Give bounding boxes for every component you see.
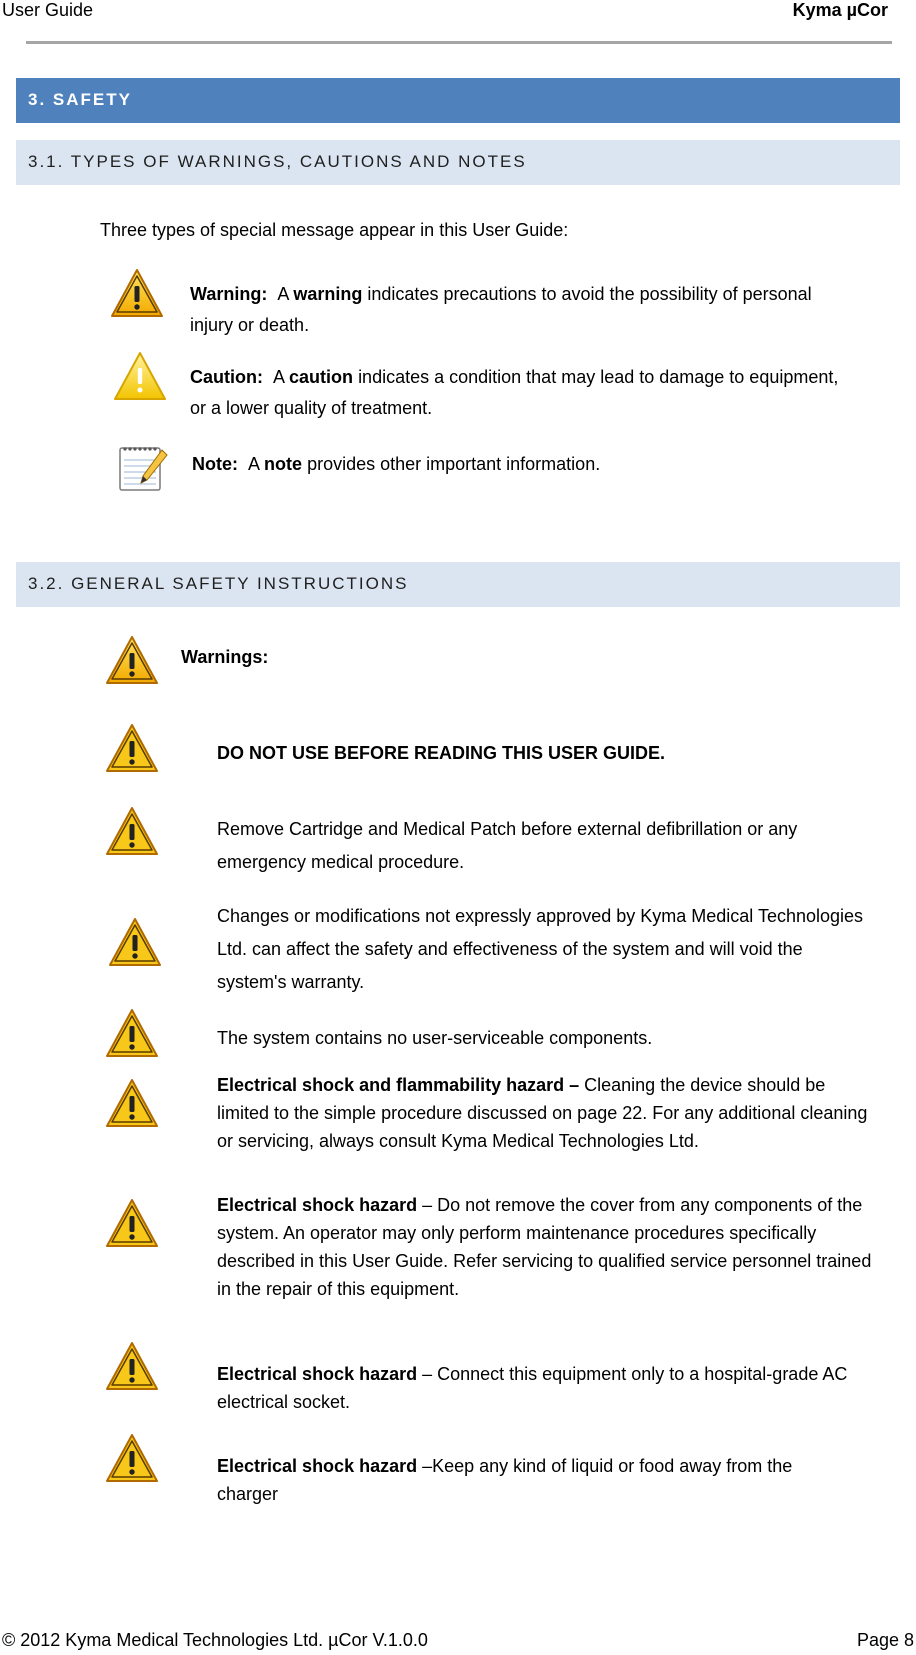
caution-definition — [190, 362, 850, 424]
warning-article: A — [277, 284, 289, 304]
note-description: provides other important information. — [307, 454, 601, 474]
header-doc-title: User Guide — [2, 0, 94, 20]
safety-item-read-guide — [217, 743, 877, 764]
item-bold: Electrical shock hazard — [217, 1456, 418, 1476]
warning-icon — [105, 1007, 159, 1061]
safety-item-modifications — [217, 900, 877, 999]
warning-label: Warning: — [190, 284, 268, 304]
item-text: The system contains no user-serviceable components. — [217, 1028, 653, 1048]
footer-copyright: © 2012 Kyma Medical Technologies Ltd. µCor V.1.0.0 — [2, 1630, 428, 1650]
item-text: Remove Cartridge and Medical Patch before external defibrillation or any emergency medical procedure. — [217, 819, 798, 872]
section-heading-safety: 3. SAFETY — [16, 78, 900, 123]
safety-item-no-serviceable — [217, 1028, 877, 1049]
warning-icon — [105, 1432, 159, 1486]
safety-item-defibrillation — [217, 813, 877, 879]
warnings-heading: Warnings: — [181, 647, 269, 667]
notepad-icon — [116, 440, 170, 494]
caution-label: Caution: — [190, 367, 263, 387]
caution-word: caution — [289, 367, 354, 387]
warning-definition — [190, 279, 850, 341]
warning-icon — [105, 1077, 159, 1131]
caution-icon — [113, 350, 167, 404]
item-bold: DO NOT USE BEFORE READING THIS USER GUIDE. — [217, 743, 666, 763]
note-label: Note: — [192, 454, 238, 474]
caution-description: indicates a condition that may lead to damage to equipment, or a lower quality of treatment. — [190, 367, 839, 418]
warning-icon — [105, 1197, 159, 1251]
item-bold: Electrical shock and flammability hazard – — [217, 1075, 580, 1095]
footer-page-number: Page 8 — [856, 1630, 914, 1650]
item-text: – Do not remove the cover from any components of the system. An operator may only perform maintenance procedures specifically described in this User Guide. Refer servicing to qualified service personnel trained in the repair of this equipment. — [217, 1195, 872, 1299]
safety-item-shock-liquid — [217, 1452, 857, 1508]
item-text: Changes or modifications not expressly approved by Kyma Medical Technologies Ltd. can affect the safety and effectiveness of the system and will void the system's warranty. — [217, 906, 864, 992]
warning-icon — [105, 805, 159, 859]
subsection-heading-types: 3.1. TYPES OF WARNINGS, CAUTIONS AND NOTES — [16, 140, 900, 185]
warning-icon — [110, 267, 164, 321]
note-definition — [192, 449, 852, 480]
note-article: A — [248, 454, 260, 474]
warning-icon — [108, 916, 162, 970]
safety-item-shock-cover — [217, 1191, 877, 1303]
item-bold: Electrical shock hazard — [217, 1195, 418, 1215]
safety-item-shock-flammability — [217, 1071, 877, 1155]
warning-word: warning — [293, 284, 363, 304]
header-divider — [26, 41, 892, 44]
subsection-heading-general-safety: 3.2. GENERAL SAFETY INSTRUCTIONS — [16, 562, 900, 607]
types-intro-text: Three types of special message appear in this User Guide: — [100, 220, 569, 240]
item-text: Cleaning the device should be limited to the simple procedure discussed on page 22. For any additional cleaning or servicing, always consult Kyma Medical Technologies Ltd. — [217, 1075, 868, 1151]
item-text: –Keep any kind of liquid or food away from the charger — [217, 1456, 793, 1504]
warning-icon — [105, 722, 159, 776]
warning-icon — [105, 634, 159, 688]
safety-item-shock-socket — [217, 1360, 877, 1416]
item-bold: Electrical shock hazard — [217, 1364, 418, 1384]
item-text: – Connect this equipment only to a hospital-grade AC electrical socket. — [217, 1364, 848, 1412]
warning-description: indicates precautions to avoid the possibility of personal injury or death. — [190, 284, 812, 335]
note-word: note — [264, 454, 303, 474]
header-product-name: Kyma µCor — [792, 0, 888, 20]
caution-article: A — [273, 367, 285, 387]
warning-icon — [105, 1340, 159, 1394]
